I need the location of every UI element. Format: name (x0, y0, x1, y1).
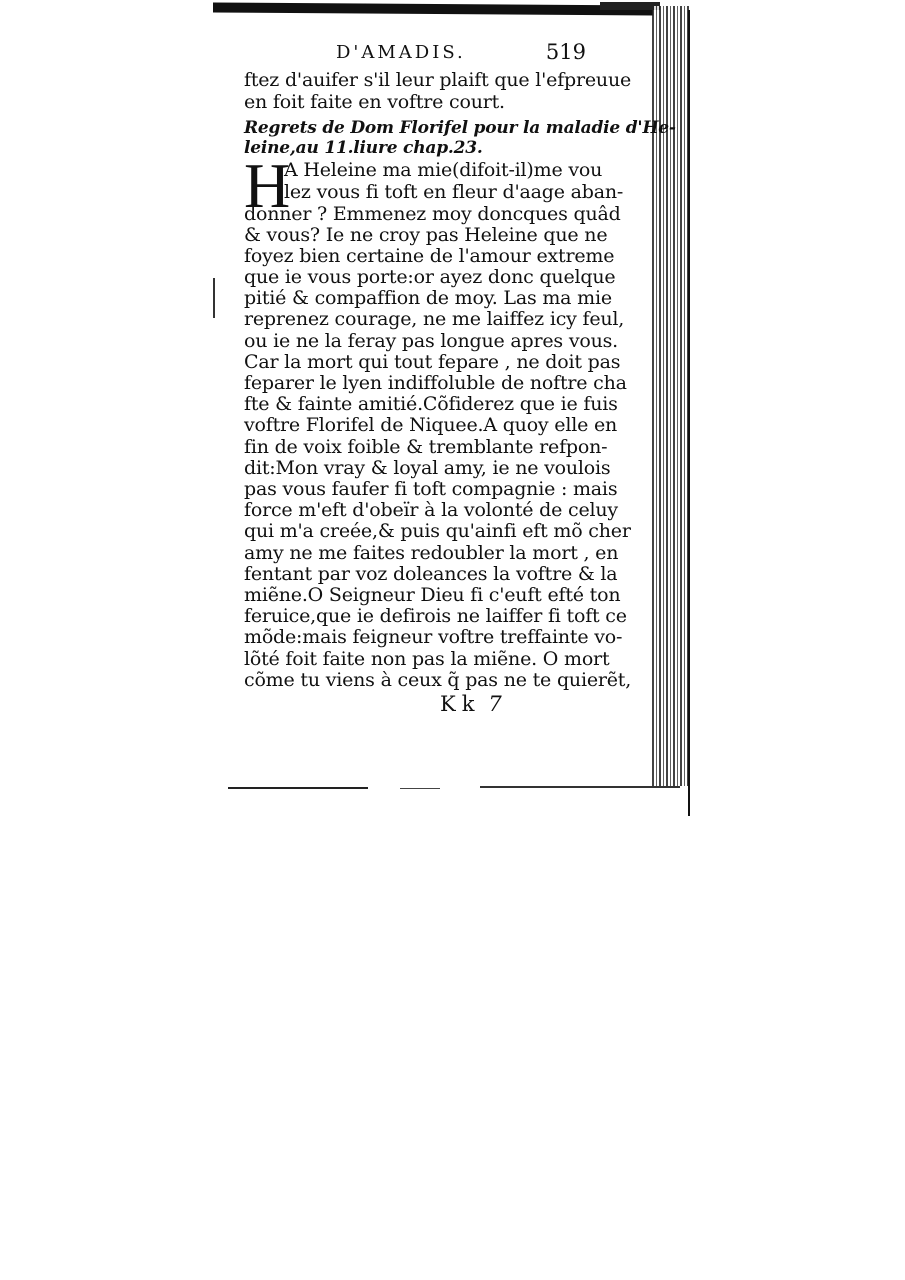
chapter-rubric: Regrets de Dom Florifel pour la maladie d'He- (244, 118, 676, 138)
signature-letters: Kk (440, 692, 481, 716)
page-top-edge-shadow (600, 2, 660, 10)
page-header (336, 42, 586, 72)
text-line: force m'eft d'obeïr à la volonté de celuy (244, 499, 618, 521)
text-line: fin de voix foible & tremblante refpon- (244, 436, 608, 458)
text-line: amy ne me faites redoubler la mort , en (244, 542, 619, 564)
text-line: Car la mort qui tout fepare , ne doit pas (244, 351, 621, 373)
page-top-edge (213, 2, 653, 15)
text-line: ou ie ne la feray pas longue apres vous. (244, 330, 619, 352)
page-number: 519 (545, 40, 586, 64)
text-line: miẽne.O Seigneur Dieu fi c'euft efté ton (244, 584, 621, 606)
text-line: lez vous fi toft en fleur d'aage aban- (284, 181, 624, 203)
text-line: lõté foit faite non pas la miẽne. O mort (244, 648, 610, 670)
text-line: donner ? Emmenez moy doncques quâd (244, 203, 621, 225)
gutter-mark (213, 278, 215, 318)
page-bottom-edge-fragment (400, 788, 440, 789)
text-line: & vous? Ie ne croy pas Heleine que ne (244, 224, 608, 246)
page-bottom-edge (228, 787, 368, 789)
text-line: dit:Mon vray & loyal amy, ie ne voulois (244, 457, 611, 479)
text-line: reprenez courage, ne me laiffez icy feul, (244, 308, 625, 330)
page-bottom-edge-right (480, 786, 680, 788)
text-line: pas vous faufer fi toft compagnie : mais (244, 478, 618, 500)
text-line: feruice,que ie defirois ne laiffer fi toft ce (244, 605, 627, 627)
text-line: feparer le lyen indiffoluble de noftre cha (244, 372, 627, 394)
text-line: fentant par voz doleances la voftre & la (244, 563, 618, 585)
text-line: voftre Florifel de Niquee.A quoy elle en (244, 414, 618, 436)
running-head: D'AMADIS. (336, 42, 466, 63)
page-right-border (688, 10, 690, 816)
text-line: fte & fainte amitié.Cõfiderez que ie fuis (244, 393, 618, 415)
text-line: cõme tu viens à ceux q̃ pas ne te quierẽt, (244, 669, 632, 691)
drop-capital: H (244, 150, 291, 221)
text-line: que ie vous porte:or ayez donc quelque (244, 266, 616, 288)
text-line: en foit faite en voftre court. (244, 91, 505, 113)
signature-number: 7 (488, 692, 502, 716)
text-line: foyez bien certaine de l'amour extreme (244, 245, 615, 267)
text-line: mõde:mais feigneur voftre treffainte vo- (244, 626, 623, 648)
text-line: qui m'a creée,& puis qu'ainfi eft mõ cher (244, 520, 631, 542)
text-line: ftez d'auifer s'il leur plaift que l'efpreuue (244, 69, 632, 91)
text-line: pitié & compaffion de moy. Las ma mie (244, 287, 612, 309)
text-line: A Heleine ma mie(difoit-il)me vou (284, 159, 603, 181)
signature-mark (440, 692, 502, 716)
chapter-rubric: leine,au 11.liure chap.23. (244, 138, 483, 158)
